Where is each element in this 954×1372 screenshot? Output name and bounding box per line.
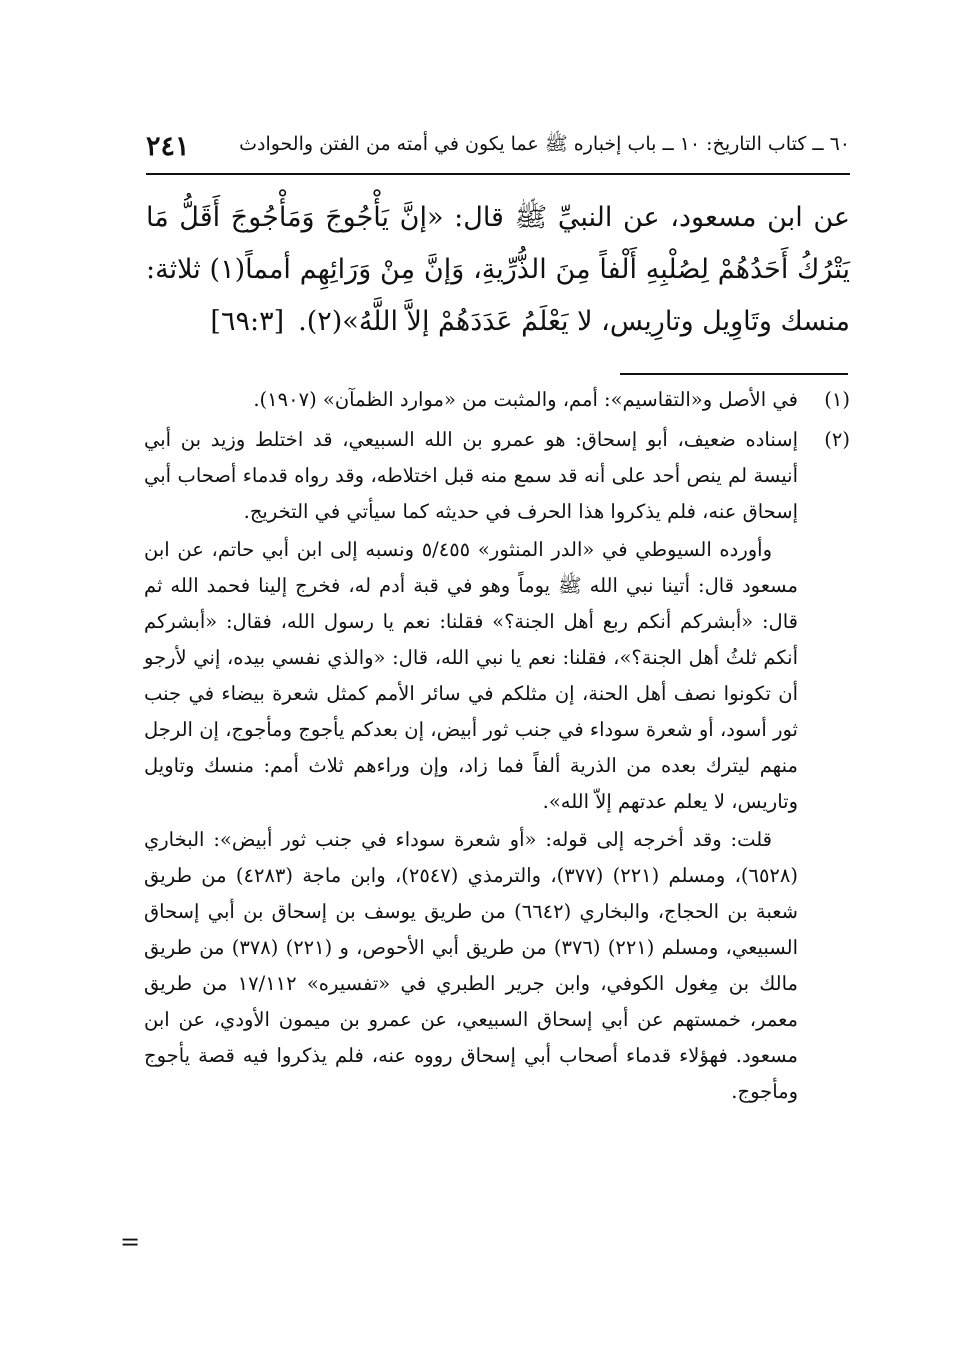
hadith-reference: [٦٩:٣]: [210, 306, 285, 337]
footnote-number: (١): [824, 388, 850, 411]
footnote-paragraph: إسناده ضعيف، أبو إسحاق: هو عمرو بن الله السبيعي، قد اختلط وزيد بن أبي أنيسة لم ينص أحد على أنه قد سمع منه قبل اختلاطه، وقد رواه قدماء أصحاب أبي إسحاق عنه، فلم يذكروا هذا الحرف في حديثه كما سيأتي في التخريج.: [144, 428, 798, 523]
hadith-body: عن ابن مسعود، عن النبيِّ ﷺ قال: «إنَّ يَأْجُوجَ وَمَأْجُوجَ أَقَلُّ مَا يَتْرُكُ أَحَدُهُمْ لِصُلْبِهِ أَلْفاً مِنَ الذُّرِّيةِ، وَإنَّ مِنْ وَرَائِهِم أمماً(١) ثلاثة: منسك وتَاوِيل وتارِيس، لا يَعْلَمُ عَدَدَهُمْ إلاَّ اللَّهُ»(٢).: [146, 202, 851, 337]
footnote-body: [144, 422, 798, 1110]
footnote-paragraph: قلت: وقد أخرجه إلى قوله: «أو شعرة سوداء في جنب ثور أبيض»: البخاري (٦٥٢٨)، ومسلم (٢٢١) (٣٧٧)، والترمذي (٢٥٤٧)، وابن ماجة (٤٢٨٣) من طريق شعبة بن الحجاج، والبخاري (٦٦٤٢) من طريق يوسف بن إسحاق بن أبي إسحاق السبيعي، ومسلم (٢٢١) (٣٧٦) من طريق أبي الأحوص، و (٢٢١) (٣٧٨) من طريق مالك بن مِغول الكوفي، وابن جرير الطبري في «تفسيره» ١٧/١١٢ من طريق معمر، خمستهم عن أبي إسحاق السبيعي، عن عمرو بن ميمون الأودي، عن ابن مسعود. فهؤلاء قدماء أصحاب أبي إسحاق رووه عنه، فلم يذكروا فيه قصة يأجوج ومأجوج.: [144, 828, 799, 1103]
footnote-1: [144, 382, 850, 418]
footnote-2: [144, 422, 850, 1110]
header-title: ٦٠ ــ كتاب التاريخ: ١٠ ــ باب إخباره ﷺ عما يكون في أمته من الفتن والحوادث: [239, 133, 850, 155]
footnote-separator: [620, 373, 848, 375]
page-number: ٢٤١: [146, 130, 190, 162]
hadith-text: [146, 192, 850, 348]
running-header: [146, 126, 850, 166]
continuation-mark: =: [120, 1228, 141, 1256]
footnote-paragraph: في الأصل و«التقاسيم»: أمم، والمثبت من «موارد الظمآن» (١٩٠٧).: [253, 388, 798, 411]
footnote-paragraph: وأورده السيوطي في «الدر المنثور» ٥/٤٥٥ ونسبه إلى ابن أبي حاتم، عن ابن مسعود قال: أتينا نبي الله ﷺ يوماً وهو في قبة أدم له، فخرج إلينا فحمد الله ثم قال: «أبشركم أنكم ربع أهل الجنة؟» فقلنا: نعم يا رسول الله، فقال: «أبشركم أنكم ثلثُ أهل الجنة؟»، فقلنا: نعم يا نبي الله، قال: «والذي نفسي بيده، إني لأرجو أن تكونوا نصف أهل الحنة، إن مثلكم في سائر الأمم كمثل شعرة بيضاء في جنب ثور أسود، أو شعرة سوداء في جنب ثور أبيض، إن بعدكم يأجوج ومأجوج، إن الرجل منهم ليترك بعده من الذرية ألفاً فما زاد، وإن وراءهم ثلاث أمم: منسك وتاويل وتاريس، لا يعلم عدتهم إلاّ الله».: [144, 538, 798, 813]
footnote-number: (٢): [824, 428, 850, 451]
footnote-body: [144, 382, 798, 418]
footnotes: [144, 382, 850, 1114]
header-rule: [146, 173, 850, 175]
